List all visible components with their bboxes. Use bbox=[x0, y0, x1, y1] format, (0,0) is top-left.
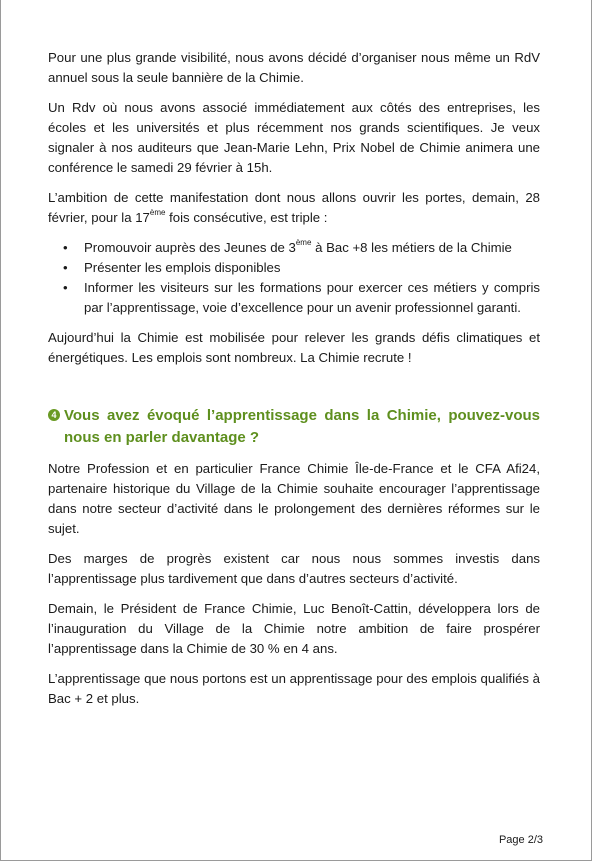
ambition-text-start: L’ambition de cette manifestation dont nous allons ouvrir les portes, demain, 28 février, pour la 17 bbox=[48, 190, 540, 225]
paragraph-ambition bbox=[48, 188, 540, 228]
bullet-superscript: ème bbox=[295, 237, 312, 247]
question-text: Vous avez évoqué l’apprentissage dans la Chimie, pouvez-vous nous en parler davantage ? bbox=[64, 407, 540, 446]
paragraph-marges: Des marges de progrès existent car nous nous sommes investis dans l’apprentissage plus tardivement que dans d’autres secteurs d’activité. bbox=[48, 551, 540, 586]
question-heading bbox=[48, 405, 540, 449]
ambition-text-end: fois consécutive, est triple : bbox=[165, 210, 328, 225]
page-content bbox=[48, 48, 540, 719]
bullet-item bbox=[48, 238, 540, 258]
bullet-text: Présenter les emplois disponibles bbox=[84, 260, 281, 275]
bullet-text-start: Promouvoir auprès des Jeunes de 3 bbox=[84, 240, 296, 255]
ambition-bullet-list bbox=[48, 238, 540, 318]
paragraph-apprentissage: L’apprentissage que nous portons est un apprentissage pour des emplois qualifiés à Bac + 2 et plus. bbox=[48, 671, 540, 706]
bullet-dot-icon: • bbox=[63, 260, 68, 275]
paragraph-mobilisee: Aujourd’hui la Chimie est mobilisée pour relever les grands défis climatiques et énergétiques. Les emplois sont nombreux. La Chimie recrute ! bbox=[48, 330, 540, 365]
paragraph-profession: Notre Profession et en particulier France Chimie Île-de-France et le CFA Afi24, partenaire historique du Village de la Chimie souhaite encourager l’apprentissage dans notre secteur d’activité dans le prolongement des dernières réformes sur le sujet. bbox=[48, 461, 540, 536]
bullet-dot-icon: • bbox=[63, 240, 68, 255]
bullet-dot-icon: • bbox=[63, 280, 68, 295]
bullet-text: Informer les visiteurs sur les formations pour exercer ces métiers y compris par l’apprentissage, voie d’excellence pour un avenir professionnel garanti. bbox=[84, 280, 540, 315]
bullet-item bbox=[48, 258, 540, 278]
paragraph-visibilite: Pour une plus grande visibilité, nous avons décidé d’organiser nous même un RdV annuel sous la seule bannière de la Chimie. bbox=[48, 50, 540, 85]
ambition-superscript: ème bbox=[149, 207, 166, 217]
paragraph-rdv: Un Rdv où nous avons associé immédiatement aux côtés des entreprises, les écoles et les universités et plus récemment nos grands scientifiques. Je veux signaler à nos auditeurs que Jean-Marie Lehn, Prix Nobel de Chimie animera une conférence le samedi 29 février à 15h. bbox=[48, 100, 540, 175]
bullet-item bbox=[48, 278, 540, 318]
bullet-text-end: à Bac +8 les métiers de la Chimie bbox=[311, 240, 512, 255]
page-number: Page 2/3 bbox=[498, 834, 543, 846]
paragraph-president: Demain, le Président de France Chimie, Luc Benoît-Cattin, développera lors de l’inauguration du Village de la Chimie notre ambition de faire prospérer l’apprentissage dans la Chimie de 30 % en 4 ans. bbox=[48, 601, 540, 656]
question-number-icon: 4 bbox=[48, 409, 60, 421]
